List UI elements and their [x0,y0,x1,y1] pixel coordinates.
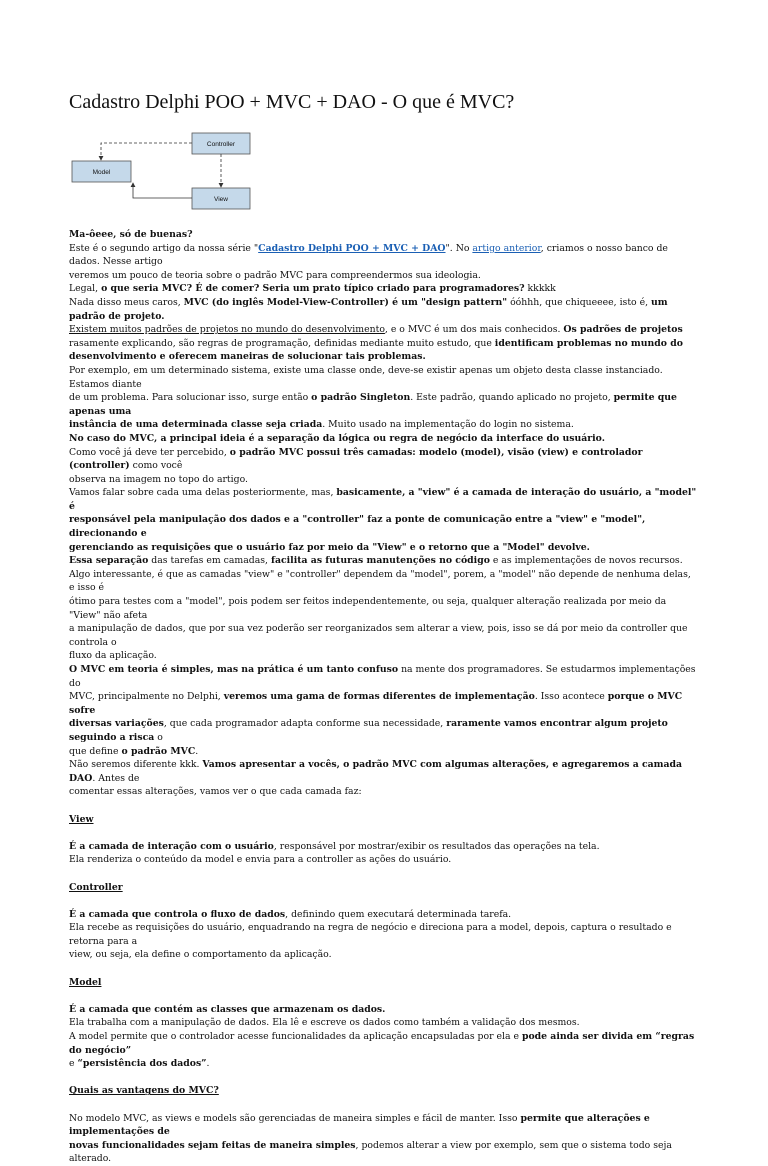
controller-to-model-arrow [101,143,192,160]
greeting: Ma-ôeee, só de buenas? [69,229,193,240]
heading-advantages: Quais as vantagens do MVC? [69,1085,219,1097]
text-line: rasamente explicando, são regras de programação, definidas mediante muito estudo, que identificam problemas no mundo do [69,337,683,349]
page-title: Cadastro Delphi POO + MVC + DAO - O que é MVC? [69,91,515,113]
text-line: Existem muitos padrões de projetos no mundo do desenvolvimento, e o MVC é um dos mais conhecidos. Os padrões de projetos [69,324,683,336]
text-line: Essa separação das tarefas em camadas, facilita as futuras manutenções no código e as implementações de novos recursos. [69,555,683,567]
mvc-diagram [67,128,257,214]
text-line: e “persistência dos dados”. [69,1058,210,1070]
text-line: No modelo MVC, as views e models são gerenciadas de maneira simples e fácil de manter. Isso permite que alterações e implementações de [69,1112,650,1138]
text-line: Nada disso meus caros, MVC (do inglês Model-View-Controller) é um "design pattern" óóhhh, que chiqueeee, isto é, um padrão de projeto. [69,296,668,322]
text-line: Ela renderiza o conteúdo da model e envia para a controller as ações do usuário. [69,854,452,866]
text-line: MVC, principalmente no Delphi, veremos uma gama de formas diferentes de implementação. Isso acontece porque o MVC sofre [69,691,683,716]
text-line: É a camada de interação com o usuário, responsável por mostrar/exibir os resultados das operações na tela. [69,840,600,852]
text-line: view, ou seja, ela define o comportamento da aplicação. [69,949,332,961]
text-line: O MVC em teoria é simples, mas na prática é um tanto confuso na mente dos programadores. Se estudarmos implementações do [69,664,696,689]
text-line: Não seremos diferente kkk. Vamos apresentar a vocês, o padrão MVC com algumas alterações, e agregaremos a camada DAO. Antes de [69,759,683,784]
text-line: diversas variações, que cada programador adapta conforme sua necessidade, raramente vamos encontrar algum projeto seguindo a risca o [69,718,668,743]
text-line: instância de uma determinada classe seja criada. Muito usado na implementação do login no sistema. [69,419,574,431]
text-line: Como você já deve ter percebido, o padrão MVC possui três camadas: modelo (model), visão (view) e controlador (controller) como você [69,446,643,472]
heading-model: Model [69,976,102,988]
paragraph-intro: Este é o segundo artigo da nossa série "Cadastro Delphi POO + MVC + DAO". No artigo anterior, criamos o nosso banco de dados. Nesse artigo [69,242,668,268]
text-line: a manipulação de dados, que por sua vez poderão ser reorganizados sem alterar a view, pois, isso se dá por meio da controller que controla o [69,623,688,648]
text-line: A model permite que o controlador acesse funcionalidades da aplicação encapsuladas por ela e pode ainda ser divida em “regras do negócio” [69,1031,695,1056]
text-line: É a camada que controla o fluxo de dados, definindo quem executará determinada tarefa. [69,908,512,920]
text-line: Por exemplo, em um determinado sistema, existe uma classe onde, deve-se existir apenas um objeto desta classe instanciado. Estamos diante [69,364,663,390]
heading-controller: Controller [69,881,123,893]
view-to-model-arrow [133,183,192,198]
text-line: responsável pela manipulação dos dados e a "controller" faz a ponte de comunicação entre a "view" e "model", direcionando e [69,514,646,540]
controller-label: Controller [206,141,236,148]
text-line: desenvolvimento e oferecem maneiras de solucionar tais problemas. [69,351,426,363]
text-line: veremos um pouco de teoria sobre o padrão MVC para compreendermos sua ideologia. [69,269,481,281]
text-line: de um problema. Para solucionar isso, surge então o padrão Singleton. Este padrão, quando aplicado no projeto, permite que apenas uma [69,392,677,417]
article-body [69,228,699,1166]
series-link[interactable]: Cadastro Delphi POO + MVC + DAO [258,242,446,254]
text-line: ótimo para testes com a "model", pois podem ser feitos independentemente, ou seja, qualquer alteração realizada por meio da "View" não afeta [69,596,667,621]
model-label: Model [92,169,111,176]
text-line: Ela trabalha com a manipulação de dados. Ela lê e escreve os dados como também a validação dos mesmos. [69,1017,580,1029]
text-line: fluxo da aplicação. [69,650,157,662]
heading-view: View [69,813,94,825]
text-line: Algo interessante, é que as camadas "view" e "controller" dependem da "model", porem, a "model" não depende de nenhuma delas, e isso é [69,568,691,594]
text-line: Legal, o que seria MVC? É de comer? Seria um prato típico criado para programadores? kkkkk [69,283,556,295]
text-line: No caso do MVC, a principal ideia é a separação da lógica ou regra de negócio da interface do usuário. [69,432,605,444]
text-line: Ela recebe as requisições do usuário, enquadrando na regra de negócio e direciona para a model, depois, captura o resultado e retorna para a [69,922,672,947]
text-line: comentar essas alterações, vamos ver o que cada camada faz: [69,786,362,798]
text-line: observa na imagem no topo do artigo. [69,473,248,485]
text-line: que define o padrão MVC. [69,745,199,757]
text-line: Vamos falar sobre cada uma delas posteriormente, mas, basicamente, a "view" é a camada de interação do usuário, a "model" é [69,487,697,512]
text-line: gerenciando as requisições que o usuário faz por meio da "View" e o retorno que a "Model" devolve. [69,541,590,553]
view-label: View [214,196,228,203]
previous-article-link[interactable]: artigo anterior [472,242,541,254]
text-line: novas funcionalidades sejam feitas de maneira simples, podemos alterar a view por exemplo, sem que o sistema todo seja alterado. [69,1139,672,1165]
text-line: É a camada que contém as classes que armazenam os dados. [69,1003,386,1015]
